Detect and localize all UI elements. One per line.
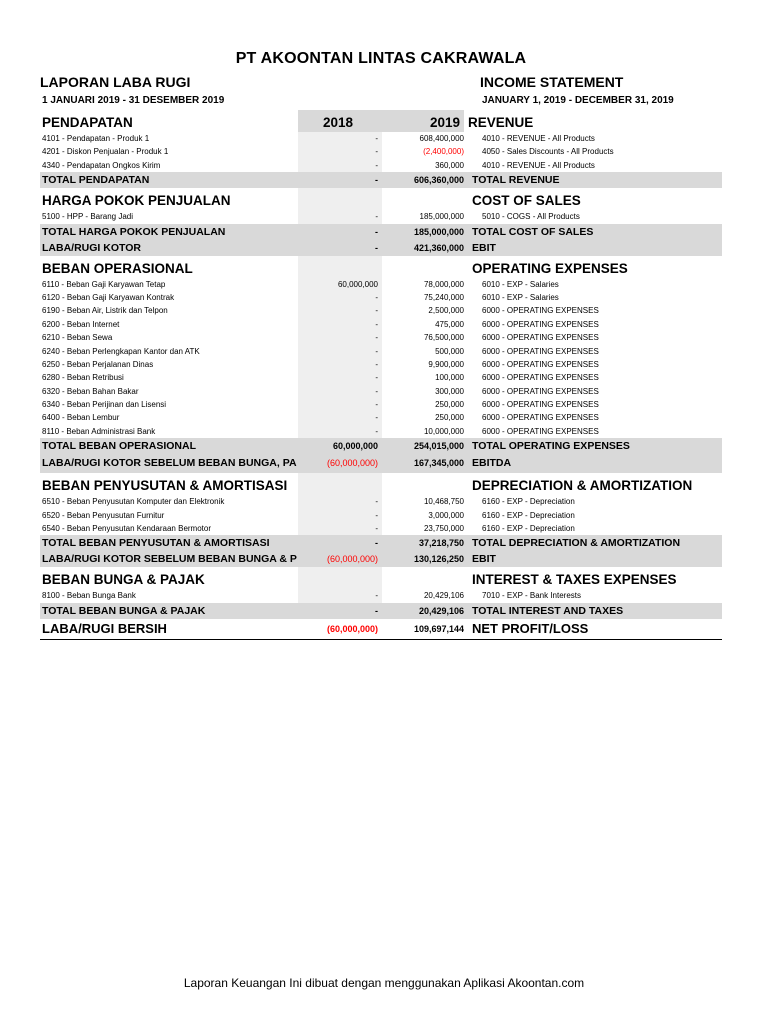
line-item-row (40, 291, 722, 304)
line-item-row (40, 318, 722, 331)
total-row (40, 438, 722, 454)
account-label-en: TOTAL DEPRECIATION & AMORTIZATION (472, 537, 681, 550)
value-2018: - (298, 145, 382, 158)
line-item-row (40, 495, 722, 508)
value-2019: 606,360,000 (382, 172, 468, 188)
value-2018: (60,000,000) (298, 551, 382, 567)
account-label-en: 7010 - EXP - Bank Interests (482, 591, 582, 601)
value-2018: - (298, 132, 382, 145)
account-label-id: HARGA POKOK PENJUALAN (42, 193, 231, 209)
section-header-row (40, 256, 722, 278)
value-2018: - (298, 159, 382, 172)
line-item-row (40, 132, 722, 145)
value-2018: - (298, 240, 382, 256)
value-2018 (298, 567, 382, 589)
account-label-en: 6000 - OPERATING EXPENSES (482, 346, 599, 356)
account-label-en: 4010 - REVENUE - All Products (482, 134, 595, 143)
value-2019: 3,000,000 (428, 510, 464, 520)
value-2019: 254,015,000 (382, 438, 468, 454)
account-label-id: TOTAL BEBAN BUNGA & PAJAK (42, 604, 206, 617)
value-2018 (298, 188, 382, 210)
account-label-id: 4101 - Pendapatan - Produk 1 (42, 134, 150, 143)
account-label-en: 6160 - EXP - Depreciation (482, 510, 575, 520)
account-label-id: 6280 - Beban Retribusi (42, 373, 124, 383)
value-2019: 421,360,000 (382, 240, 468, 256)
line-item-row (40, 210, 722, 223)
account-label-id: 6250 - Beban Perjalanan Dinas (42, 359, 154, 369)
account-label-id: 6210 - Beban Sewa (42, 333, 113, 343)
value-2018: - (298, 345, 382, 358)
line-item-row (40, 345, 722, 358)
report-title-row (40, 72, 722, 92)
account-label-en: INTEREST & TAXES EXPENSES (472, 572, 677, 588)
value-2018: - (298, 224, 382, 240)
value-2018 (298, 473, 382, 495)
account-label-id: 4201 - Diskon Penjualan - Produk 1 (42, 147, 169, 157)
value-2018: - (298, 172, 382, 188)
value-2019 (382, 256, 468, 278)
account-label-en: TOTAL INTEREST AND TAXES (472, 604, 624, 617)
value-2019: 10,468,750 (423, 497, 464, 507)
value-2019: 250,000 (435, 413, 464, 423)
line-item-row (40, 371, 722, 384)
account-label-id: BEBAN OPERASIONAL (42, 260, 193, 276)
report-period-id: 1 JANUARI 2019 - 31 DESEMBER 2019 (42, 95, 225, 106)
value-2018: - (298, 318, 382, 331)
value-2019: 37,218,750 (382, 535, 468, 551)
value-2019: 20,429,106 (423, 591, 464, 601)
value-2018: - (298, 385, 382, 398)
footer-note: Laporan Keuangan Ini dibuat dengan menggunakan Aplikasi Akoontan.com (183, 976, 585, 990)
value-2019: 300,000 (435, 386, 464, 396)
account-label-en: TOTAL REVENUE (472, 174, 560, 187)
value-2019: 100,000 (435, 373, 464, 383)
account-label-en: 6000 - OPERATING EXPENSES (482, 373, 599, 383)
account-label-en: TOTAL COST OF SALES (472, 225, 594, 238)
value-2019: (2,400,000) (423, 147, 464, 157)
value-2019: 608,400,000 (419, 134, 464, 143)
account-label-id: TOTAL BEBAN PENYUSUTAN & AMORTISASI (42, 537, 270, 550)
account-label-id: 6540 - Beban Penyusutan Kendaraan Bermotor (42, 524, 212, 534)
line-item-row (40, 398, 722, 411)
line-item-row (40, 331, 722, 344)
account-label-id: BEBAN PENYUSUTAN & AMORTISASI (42, 478, 288, 494)
account-label-id: 6320 - Beban Bahan Bakar (42, 386, 139, 396)
statement-table (40, 110, 722, 640)
value-2019: 2019 (378, 110, 464, 132)
column-header-row (40, 110, 722, 132)
value-2019: 167,345,000 (382, 454, 468, 473)
value-2019 (382, 188, 468, 210)
value-2018: - (298, 304, 382, 317)
account-label-en: 6000 - OPERATING EXPENSES (482, 333, 599, 343)
value-2019: 500,000 (435, 346, 464, 356)
section-header-row (40, 567, 722, 589)
line-item-row (40, 159, 722, 172)
value-2018: (60,000,000) (298, 619, 382, 639)
account-label-id: TOTAL BEBAN OPERASIONAL (42, 440, 197, 453)
account-label-id: LABA/RUGI KOTOR SEBELUM BEBAN BUNGA, PA (42, 457, 297, 470)
line-item-row (40, 385, 722, 398)
account-label-id: 5100 - HPP - Barang Jadi (42, 212, 134, 222)
account-label-id: 8100 - Beban Bunga Bank (42, 591, 136, 601)
section-header-row (40, 473, 722, 495)
account-label-en: 6000 - OPERATING EXPENSES (482, 359, 599, 369)
account-label-en: 6000 - OPERATING EXPENSES (482, 426, 599, 436)
account-label-id: BEBAN BUNGA & PAJAK (42, 572, 205, 588)
value-2018: - (298, 331, 382, 344)
value-2019 (382, 567, 468, 589)
account-label-en: 6160 - EXP - Depreciation (482, 524, 575, 534)
value-2018: 60,000,000 (298, 438, 382, 454)
account-label-en: 6010 - EXP - Salaries (482, 279, 559, 289)
value-2018: - (298, 425, 382, 438)
account-label-id: TOTAL HARGA POKOK PENJUALAN (42, 225, 226, 238)
account-label-id: LABA/RUGI BERSIH (42, 620, 167, 636)
account-label-en: EBITDA (472, 457, 512, 470)
value-2019: 130,126,250 (382, 551, 468, 567)
value-2019: 185,000,000 (382, 224, 468, 240)
account-label-en: COST OF SALES (472, 193, 581, 209)
section-header-row (40, 188, 722, 210)
line-item-row (40, 358, 722, 371)
line-item-row (40, 411, 722, 424)
value-2018: - (298, 398, 382, 411)
value-2019 (382, 473, 468, 495)
value-2019: 360,000 (435, 160, 464, 170)
total-row (40, 551, 722, 567)
value-2019: 76,500,000 (423, 333, 464, 343)
net-profit-row (40, 619, 722, 640)
value-2019: 109,697,144 (413, 623, 464, 634)
account-label-id: 6510 - Beban Penyusutan Komputer dan Elektronik (42, 497, 225, 507)
account-label-en: TOTAL OPERATING EXPENSES (472, 440, 630, 453)
account-label-id: LABA/RUGI KOTOR (42, 241, 141, 254)
account-label-en: DEPRECIATION & AMORTIZATION (472, 478, 693, 494)
company-name: PT AKOONTAN LINTAS CAKRAWALA (235, 50, 527, 67)
account-label-en: NET PROFIT/LOSS (472, 620, 589, 636)
account-label-en: 4010 - REVENUE - All Products (482, 160, 595, 170)
total-row (40, 224, 722, 240)
value-2018: - (298, 495, 382, 508)
line-item-row (40, 509, 722, 522)
value-2018: - (298, 291, 382, 304)
account-label-id: 6520 - Beban Penyusutan Furnitur (42, 510, 165, 520)
value-2019: 9,900,000 (428, 359, 464, 369)
value-2019: 75,240,000 (423, 292, 464, 302)
value-2018: 2018 (298, 110, 378, 132)
line-item-row (40, 589, 722, 602)
account-label-id: 6340 - Beban Perijinan dan Lisensi (42, 400, 167, 410)
account-label-id: 6120 - Beban Gaji Karyawan Kontrak (42, 292, 175, 302)
value-2019: 250,000 (435, 400, 464, 410)
value-2018: - (298, 509, 382, 522)
account-label-en: 6000 - OPERATING EXPENSES (482, 319, 599, 329)
account-label-en: 6000 - OPERATING EXPENSES (482, 306, 599, 316)
account-label-en: 4050 - Sales Discounts - All Products (482, 147, 614, 157)
account-label-en: EBIT (472, 241, 496, 254)
account-label-en: 6010 - EXP - Salaries (482, 292, 559, 302)
account-label-en: 6160 - EXP - Depreciation (482, 497, 575, 507)
total-row (40, 603, 722, 619)
account-label-id: 4340 - Pendapatan Ongkos Kirim (42, 160, 161, 170)
value-2018: - (298, 210, 382, 223)
value-2018: - (298, 358, 382, 371)
value-2018: (60,000,000) (298, 454, 382, 473)
report-title-id: LAPORAN LABA RUGI (40, 74, 191, 90)
value-2018: - (298, 535, 382, 551)
line-item-row (40, 145, 722, 158)
account-label-id: TOTAL PENDAPATAN (42, 174, 150, 187)
total-row (40, 535, 722, 551)
report-period-en: JANUARY 1, 2019 - DECEMBER 31, 2019 (482, 95, 674, 106)
value-2018: - (298, 371, 382, 384)
value-2018: 60,000,000 (298, 278, 382, 291)
value-2019: 185,000,000 (419, 212, 464, 222)
report-period-row (40, 92, 722, 110)
line-item-row (40, 522, 722, 535)
account-label-id: 8110 - Beban Administrasi Bank (42, 426, 156, 436)
account-label-id: 6240 - Beban Perlengkapan Kantor dan ATK (42, 346, 200, 356)
account-label-en: OPERATING EXPENSES (472, 260, 628, 276)
value-2018 (298, 256, 382, 278)
line-item-row (40, 425, 722, 438)
value-2018: - (298, 603, 382, 619)
account-label-en: 6000 - OPERATING EXPENSES (482, 386, 599, 396)
value-2019: 20,429,106 (382, 603, 468, 619)
account-label-en: REVENUE (468, 115, 534, 130)
line-item-row (40, 304, 722, 317)
total-row (40, 454, 722, 473)
value-2018: - (298, 411, 382, 424)
account-label-en: 6000 - OPERATING EXPENSES (482, 400, 599, 410)
report-title-en: INCOME STATEMENT (480, 74, 624, 90)
income-statement-sheet (40, 48, 722, 640)
account-label-id: PENDAPATAN (42, 115, 133, 130)
value-2019: 23,750,000 (423, 524, 464, 534)
account-label-en: 5010 - COGS - All Products (482, 212, 580, 222)
account-label-id: LABA/RUGI KOTOR SEBELUM BEBAN BUNGA & P (42, 553, 297, 566)
value-2018: - (298, 522, 382, 535)
total-row (40, 240, 722, 256)
account-label-id: 6110 - Beban Gaji Karyawan Tetap (42, 279, 166, 289)
value-2018: - (298, 589, 382, 602)
value-2019: 475,000 (435, 319, 464, 329)
account-label-id: 6200 - Beban Internet (42, 319, 120, 329)
account-label-id: 6400 - Beban Lembur (42, 413, 120, 423)
value-2019: 2,500,000 (428, 306, 464, 316)
account-label-en: EBIT (472, 553, 496, 566)
line-item-row (40, 278, 722, 291)
value-2019: 10,000,000 (423, 426, 464, 436)
account-label-en: 6000 - OPERATING EXPENSES (482, 413, 599, 423)
value-2019: 78,000,000 (423, 279, 464, 289)
account-label-id: 6190 - Beban Air, Listrik dan Telpon (42, 306, 168, 316)
total-row (40, 172, 722, 188)
